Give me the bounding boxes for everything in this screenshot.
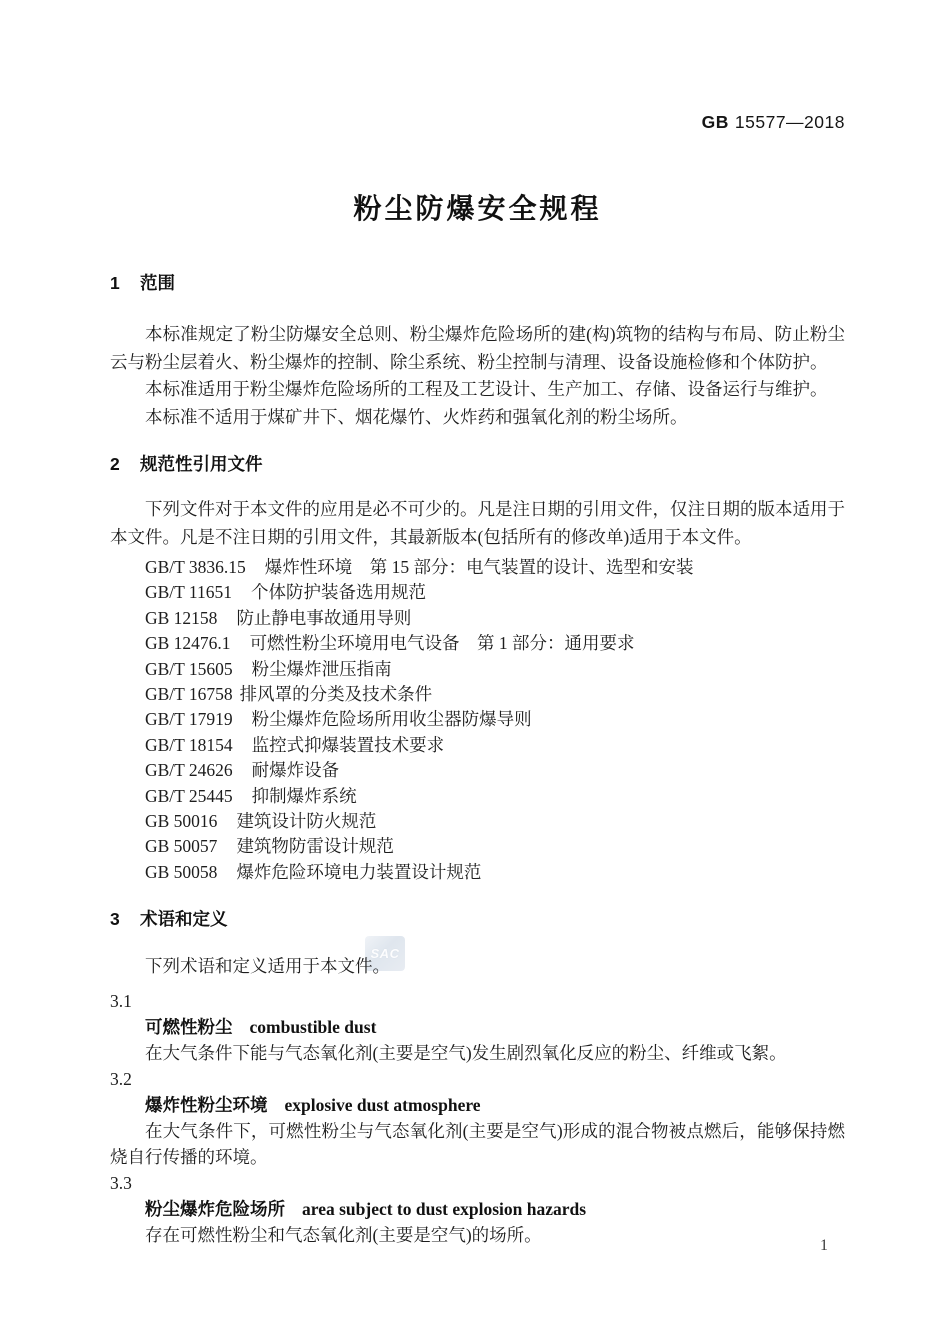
sac-watermark-text: SAC xyxy=(370,946,400,961)
term-definition: 在大气条件下，可燃性粉尘与气态氧化剂(主要是空气)形成的混合物被点燃后，能够保持燃烧自行传播的环境。 xyxy=(110,1120,845,1167)
reference-item xyxy=(110,758,845,783)
reference-item xyxy=(110,809,845,834)
reference-title: 建筑设计防火规范 xyxy=(236,811,377,832)
term-name-zh: 可燃性粉尘 xyxy=(145,1016,233,1037)
term-entry xyxy=(110,988,845,1066)
reference-title: 排风罩的分类及技术条件 xyxy=(239,684,433,705)
section-1-body xyxy=(110,321,845,431)
section-3-title: 术语和定义 xyxy=(140,909,228,930)
term-name-en: area subject to dust explosion hazards xyxy=(302,1198,587,1219)
section-1-heading xyxy=(110,271,845,295)
reference-code: GB/T 24626 xyxy=(145,760,233,781)
section-2-number: 2 xyxy=(110,454,120,474)
reference-code: GB/T 11651 xyxy=(145,582,233,603)
reference-title: 建筑物防雷设计规范 xyxy=(236,836,394,857)
reference-item xyxy=(110,657,845,682)
reference-title: 可燃性粉尘环境用电气设备 第 1 部分：通用要求 xyxy=(249,633,635,654)
reference-item xyxy=(110,860,845,885)
paragraph: 本标准适用于粉尘爆炸危险场所的工程及工艺设计、生产加工、存储、设备运行与维护。 xyxy=(145,379,828,399)
term-number: 3.2 xyxy=(110,1068,132,1089)
reference-item xyxy=(110,784,845,809)
page-content xyxy=(110,0,845,1248)
standard-number xyxy=(110,0,845,132)
reference-code: GB 12158 xyxy=(145,607,218,628)
reference-title: 粉尘爆炸泄压指南 xyxy=(251,658,392,679)
reference-item xyxy=(110,631,845,656)
reference-item xyxy=(110,580,845,605)
reference-title: 耐爆炸设备 xyxy=(251,760,340,781)
reference-code: GB 12476.1 xyxy=(145,633,231,654)
term-name xyxy=(110,1196,845,1222)
reference-item xyxy=(110,707,845,732)
term-number: 3.3 xyxy=(110,1172,132,1193)
term-definition: 存在可燃性粉尘和气态氧化剂(主要是空气)的场所。 xyxy=(145,1224,542,1245)
reference-title: 个体防护装备选用规范 xyxy=(251,582,427,603)
reference-code: GB/T 16758 xyxy=(145,684,233,705)
reference-title: 监控式抑爆装置技术要求 xyxy=(251,734,445,755)
term-definition: 在大气条件下能与气态氧化剂(主要是空气)发生剧烈氧化反应的粉尘、纤维或飞絮。 xyxy=(145,1042,787,1063)
section-2-intro: 下列文件对于本文件的应用是必不可少的。凡是注日期的引用文件，仅注日期的版本适用于本文件。凡是不注日期的引用文件，其最新版本(包括所有的修改单)适用于本文件。 xyxy=(110,499,845,547)
reference-title: 粉尘爆炸危险场所用收尘器防爆导则 xyxy=(251,709,532,730)
reference-item xyxy=(110,555,845,580)
section-1-number: 1 xyxy=(110,273,120,293)
document-title: 粉尘防爆安全规程 xyxy=(353,193,602,224)
terms-list xyxy=(110,988,845,1248)
section-3-heading xyxy=(110,907,845,931)
reference-item xyxy=(110,733,845,758)
reference-item xyxy=(110,834,845,859)
section-1-title: 范围 xyxy=(140,273,175,293)
term-entry xyxy=(110,1170,845,1248)
section-2-title: 规范性引用文件 xyxy=(140,454,263,474)
reference-title: 爆炸危险环境电力装置设计规范 xyxy=(236,861,482,882)
reference-title: 爆炸性环境 第 15 部分：电气装置的设计、选型和安装 xyxy=(264,557,694,577)
term-name-zh: 粉尘爆炸危险场所 xyxy=(145,1198,285,1219)
standard-code: 15577—2018 xyxy=(734,112,845,132)
term-name-zh: 爆炸性粉尘环境 xyxy=(145,1094,268,1115)
reference-code: GB 50057 xyxy=(145,836,218,857)
reference-code: GB/T 25445 xyxy=(145,785,233,806)
reference-code: GB 50058 xyxy=(145,861,218,882)
term-entry xyxy=(110,1066,845,1170)
reference-code: GB/T 3836.15 xyxy=(145,557,246,577)
term-name-en: explosive dust atmosphere xyxy=(284,1094,481,1115)
term-name xyxy=(110,1092,845,1118)
reference-list xyxy=(110,555,845,885)
term-number: 3.1 xyxy=(110,990,132,1011)
term-name-en: combustible dust xyxy=(249,1016,377,1037)
reference-item xyxy=(110,682,845,707)
reference-title: 防止静电事故通用导则 xyxy=(236,607,412,628)
section-2-heading xyxy=(110,452,845,476)
reference-code: GB/T 18154 xyxy=(145,734,233,755)
page-number: 1 xyxy=(820,1237,828,1254)
term-name xyxy=(110,1014,845,1040)
reference-code: GB 50016 xyxy=(145,811,218,832)
reference-code: GB/T 17919 xyxy=(145,709,233,730)
paragraph: 本标准规定了粉尘防爆安全总则、粉尘爆炸危险场所的建(构)筑物的结构与布局、防止粉尘云与粉尘层着火、粉尘爆炸的控制、除尘系统、粉尘控制与清理、设备设施检修和个体防护。 xyxy=(110,324,845,372)
reference-title: 抑制爆炸系统 xyxy=(251,785,357,806)
section-3-intro: 下列术语和定义适用于本文件。 xyxy=(145,956,390,977)
reference-code: GB/T 15605 xyxy=(145,658,233,679)
section-3-number: 3 xyxy=(110,909,120,930)
paragraph: 本标准不适用于煤矿井下、烟花爆竹、火炸药和强氧化剂的粉尘场所。 xyxy=(145,406,688,427)
standard-prefix: GB xyxy=(701,112,729,132)
reference-item xyxy=(110,606,845,631)
